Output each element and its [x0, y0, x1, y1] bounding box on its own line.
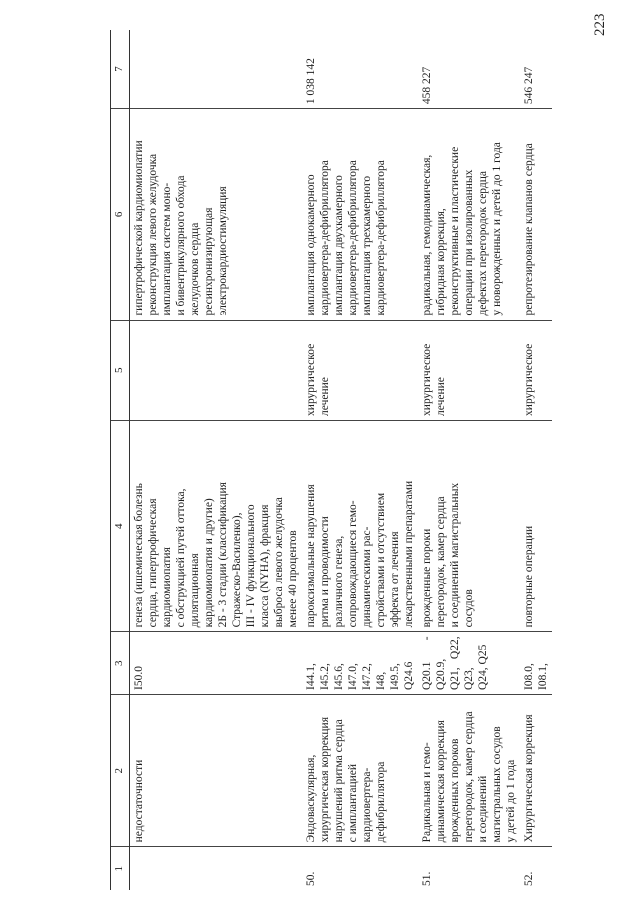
column-header-2: 2 [111, 695, 130, 847]
patient-model-line: эффекта от лечения [389, 531, 402, 628]
patient-model-line: различного генеза, [333, 535, 346, 628]
column-header-1: 1 [111, 847, 130, 890]
row-number-cell: 52. [523, 871, 536, 886]
icd-codes-line: I44.1, [305, 663, 318, 691]
patient-model-line: сосудов [463, 589, 476, 628]
table-row [302, 30, 418, 890]
table-body [130, 30, 553, 890]
page-number: 223 [592, 13, 608, 36]
patient-model-line: повторные операции [523, 525, 536, 628]
care-type-name-line: динамическая коррекция [435, 720, 448, 843]
icd-codes-line: I48, [375, 671, 388, 691]
care-type-name-line: Эндоваскулярная, [305, 754, 318, 843]
treatment-method-line: имплантация трехкамерного [361, 175, 374, 316]
patient-model-line: и соединений магистральных [449, 482, 462, 628]
treatment-type-cell [418, 320, 520, 420]
standard-cost-cell: 1 038 142 [302, 30, 418, 109]
treatment-method-line: кардиовертера-дефибриллятора [319, 160, 332, 316]
table-header [111, 30, 130, 890]
patient-model-cell [302, 420, 418, 631]
icd-codes-line: I45.2, [319, 663, 332, 691]
icd-codes-line: I47.2, [361, 663, 374, 691]
care-type-name-line: хирургическая коррекция [319, 717, 332, 843]
treatment-method-line: реконструктивные и пластические [449, 146, 462, 316]
medical-care-table [110, 30, 552, 890]
column-header-4: 4 [111, 420, 130, 631]
care-type-name-line: нарушений ритма сердца [333, 719, 346, 843]
icd-codes-cell [302, 632, 418, 695]
patient-model-cell [418, 420, 520, 631]
treatment-method-line: кардиовертера-дефибриллятора [375, 160, 388, 316]
care-type-name-cell [520, 695, 552, 847]
icd-codes-line: I08.0, [523, 663, 536, 691]
icd-codes-line: I50.0 [133, 666, 145, 691]
header-row [111, 30, 130, 890]
icd-codes-cell [520, 632, 552, 695]
patient-model-line: класса (NYHA), фракция [259, 504, 272, 628]
row-number-cell: 50. [305, 871, 318, 886]
treatment-type-line: лечение [435, 377, 448, 416]
treatment-method-line: имплантация двухкамерного [333, 175, 346, 316]
treatment-type-cell [302, 320, 418, 420]
icd-codes-cell [130, 632, 303, 695]
treatment-type-line: хирургическое [421, 343, 434, 416]
treatment-method-line: кардиовертера-дефибриллятора [347, 160, 360, 316]
treatment-method-cell [130, 109, 303, 320]
treatment-method-line: операции при изолированных [463, 169, 476, 316]
table-row [418, 30, 520, 890]
treatment-method-line: и бивентрикулярного обхода [175, 175, 188, 316]
treatment-method-line: гипертрофической кардиомиопатии [133, 140, 145, 316]
care-type-name-line: перегородок, камер сердца [463, 711, 476, 843]
icd-codes-line: I47.0, [347, 663, 360, 691]
icd-codes-line: Q24, Q25 [477, 644, 490, 691]
care-type-name-cell [130, 695, 303, 847]
treatment-method-line: желудочков сердца [189, 222, 202, 316]
patient-model-cell [130, 420, 303, 631]
care-type-name-line: у детей до 1 года [505, 759, 518, 843]
patient-model-line: 2Б - 3 стадии (классификация [217, 482, 230, 628]
patient-model-line: менее 40 процентов [287, 530, 300, 628]
care-type-name-line: Радикальная и гемо- [421, 742, 434, 843]
patient-model-cell [520, 420, 552, 631]
icd-codes-line: I49.5, [389, 663, 402, 691]
treatment-method-line: реконструкция левого желудочка [147, 153, 160, 316]
treatment-method-cell [302, 109, 418, 320]
column-header-7: 7 [111, 30, 130, 109]
patient-model-line: выброса левого желудочка [273, 497, 286, 628]
care-type-name-line: кардиовертера- [361, 767, 374, 843]
icd-codes-line: Q24.6 [403, 661, 416, 691]
patient-model-line: сердца, гипертрофическая [147, 498, 160, 628]
treatment-method-line: электрокардиостимуляция [217, 186, 230, 316]
treatment-type-cell [520, 320, 552, 420]
treatment-type-cell [130, 320, 303, 420]
patient-model-line: дилятационная [189, 553, 202, 628]
icd-codes-line: Q20.1 - Q20.9, [421, 636, 448, 691]
standard-cost-cell: 458 227 [418, 30, 520, 109]
row-number-cell: 51. [421, 871, 434, 886]
patient-model-line: III - IV функционального [245, 504, 258, 628]
care-type-name-line: магистральных сосудов [491, 726, 504, 843]
patient-model-line: генеза (ишемическая болезнь [133, 483, 145, 628]
patient-model-line: с обструкцией путей оттока, [175, 488, 188, 628]
patient-model-line: перегородок, камер сердца [435, 496, 448, 628]
treatment-method-line: радикальная, гемодинамическая, [421, 154, 434, 316]
icd-codes-line: Q21, Q22, Q23, [449, 636, 476, 691]
treatment-type-line: хирургическое [305, 343, 318, 416]
patient-model-line: ритма и проводимости [319, 516, 332, 628]
care-type-name-line: Хирургическая коррекция [523, 714, 536, 843]
treatment-method-cell [520, 109, 552, 320]
row-number-cell [130, 847, 303, 890]
treatment-method-line: имплантация систем моно- [161, 182, 174, 316]
icd-codes-line: I45.6, [333, 663, 346, 691]
rotated-table-container [110, 30, 630, 890]
icd-codes-line: I08.1, [537, 663, 550, 691]
treatment-method-line: ресинхронизирующая [203, 207, 216, 316]
patient-model-line: кардиомиопатия и другие) [203, 498, 216, 628]
patient-model-line: кардиомиопатия [161, 547, 174, 628]
treatment-method-line: дефектах перегородок сердца [477, 170, 490, 316]
patient-model-line: динамическими рас- [361, 526, 374, 628]
care-type-name-line: с имплантацией [347, 763, 360, 843]
treatment-method-line: у новорожденных и детей до 1 года [491, 142, 504, 316]
treatment-type-line: хирургическое [523, 343, 536, 416]
icd-codes-cell [418, 632, 520, 695]
patient-model-line: стройствами и отсутствием [375, 492, 388, 628]
care-type-name-line: и соединений [477, 775, 490, 843]
treatment-method-line: репротезирование клапанов сердца [523, 143, 536, 316]
standard-cost-cell: 546 247 [520, 30, 552, 109]
column-header-6: 6 [111, 109, 130, 320]
care-type-name-line: врожденных пороков [449, 738, 462, 843]
treatment-method-line: гибридная коррекция, [435, 208, 448, 316]
patient-model-line: пароксизмальные нарушения [305, 484, 318, 628]
patient-model-line: врожденные пороки [421, 528, 434, 628]
patient-model-line: Стражеско-Василенко), [231, 512, 244, 628]
patient-model-line: сопровождающиеся гемо- [347, 500, 360, 628]
care-type-name-line: дефибриллятора [375, 761, 388, 843]
column-header-5: 5 [111, 320, 130, 420]
patient-model-line: лекарственными препаратами [403, 480, 416, 628]
care-type-name-cell [418, 695, 520, 847]
standard-cost-cell [130, 30, 303, 109]
column-header-3: 3 [111, 632, 130, 695]
table-row [520, 30, 552, 890]
treatment-method-cell [418, 109, 520, 320]
care-type-name-line: недостаточности [133, 759, 145, 843]
table-row [130, 30, 303, 890]
care-type-name-cell [302, 695, 418, 847]
treatment-method-line: имплантация однокамерного [305, 174, 318, 316]
treatment-type-line: лечение [319, 377, 332, 416]
